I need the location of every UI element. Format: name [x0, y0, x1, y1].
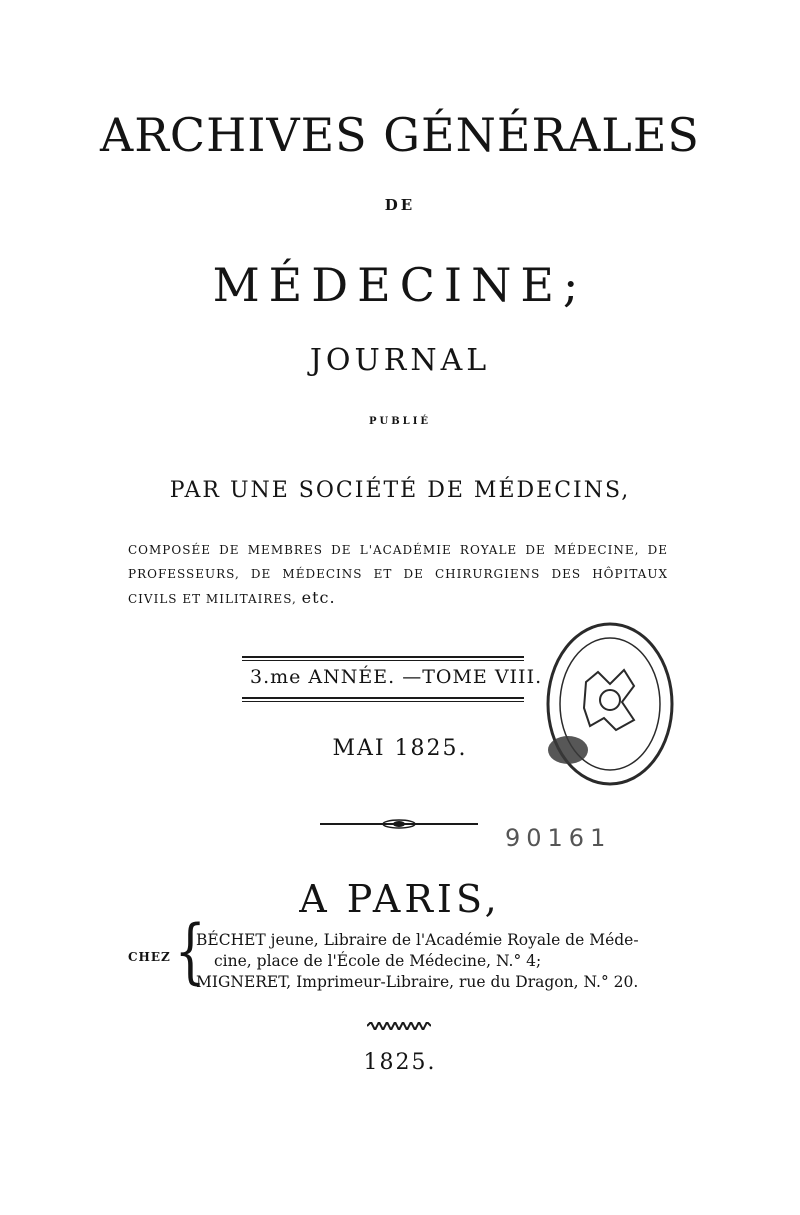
imprint-line-2: cine, place de l'École de Médecine, N.° 4; [214, 952, 542, 970]
title-connector: DE [384, 196, 416, 214]
journal-title-line2: MÉDECINE; [212, 258, 588, 312]
composition-text: COMPOSÉE DE MEMBRES DE L'ACADÉMIE ROYALE DE MÉDECINE, DE PROFESSEURS, DE MÉDECINS ET DE CHIRURGIENS DES HÔPITAUX CIVILS ET MILITAIRES, [128, 543, 668, 606]
rule-mid-a [242, 697, 524, 699]
brace-icon: { [174, 910, 206, 992]
volume-line: 3.me ANNÉE. —TOME VIII. [250, 666, 543, 688]
journal-subtitle: JOURNAL [309, 343, 491, 378]
published-label: PUBLIÉ [368, 416, 432, 427]
publication-year: 1825. [363, 1050, 437, 1075]
imprint-chez: CHEZ [128, 950, 171, 964]
small-ornament [367, 1022, 431, 1030]
publication-place: A PARIS, [299, 877, 501, 921]
rule-top-double-b [242, 660, 524, 661]
library-call-number: 90161 [505, 824, 612, 852]
issue-date: MAI 1825. [332, 736, 468, 761]
rule-top-double-a [242, 656, 524, 658]
library-stamp-icon [538, 612, 678, 792]
imprint-block [196, 930, 668, 993]
composition-paragraph [128, 538, 668, 611]
imprint-line-1: BÉCHET jeune, Libraire de l'Académie Royale de Méde- [196, 931, 639, 949]
society-line: PAR UNE SOCIÉTÉ DE MÉDECINS, [169, 478, 631, 503]
journal-title-line1: ARCHIVES GÉNÉRALES [100, 108, 700, 162]
ornament-divider [320, 818, 478, 830]
composition-etc: etc. [301, 588, 336, 607]
rule-mid-b [242, 701, 524, 702]
imprint-line-3: MIGNERET, Imprimeur-Libraire, rue du Dragon, N.° 20. [196, 973, 639, 991]
